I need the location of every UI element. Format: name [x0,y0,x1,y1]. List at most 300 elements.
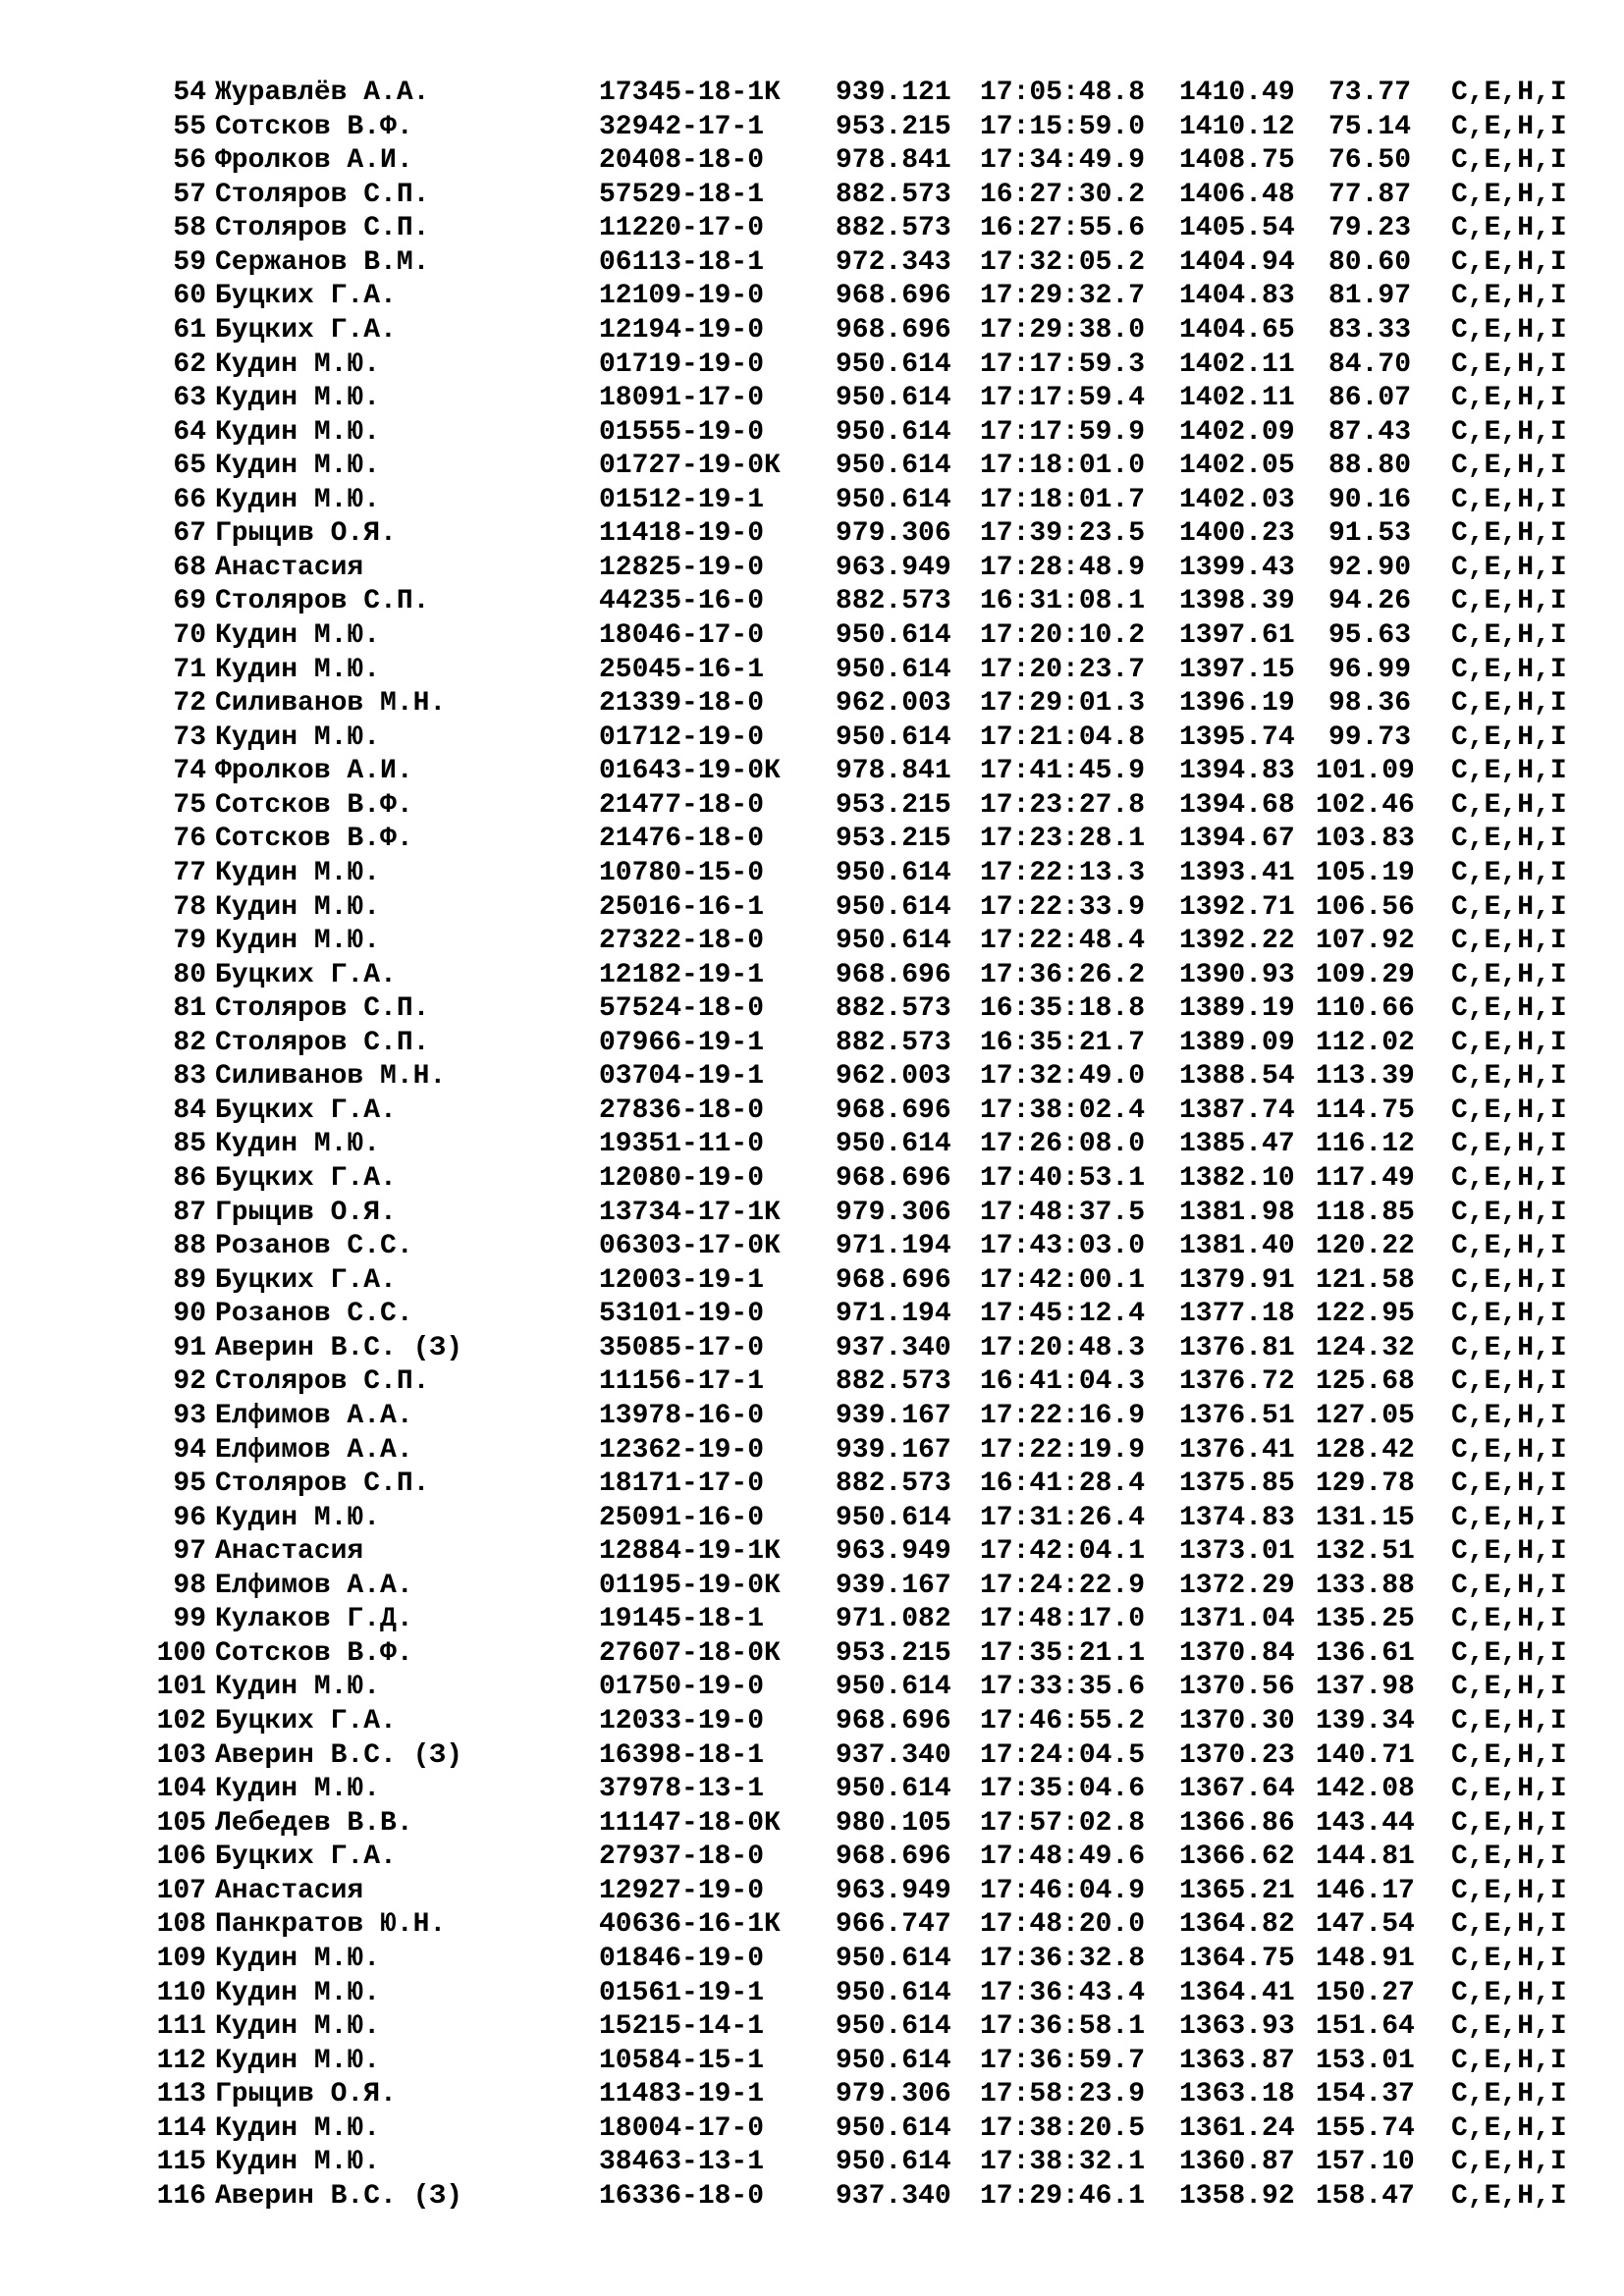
speed-value: 1365.21 [1179,1875,1295,1906]
participant-name: Буцких Г.А. [215,1095,397,1126]
category-codes: C,E,H,I [1451,1332,1567,1363]
ring-number: 18091-17-0 [599,383,765,414]
distance-value: 950.614 [836,654,951,685]
place-number: 96 [173,1502,206,1533]
ring-number: 12194-19-0 [599,314,765,346]
category-codes: C,E,H,I [1451,2045,1567,2076]
distance-value: 950.614 [836,1672,951,1703]
ring-number: 37978-13-1 [599,1774,765,1805]
distance-value: 950.614 [836,383,951,414]
speed-value: 1392.71 [1179,891,1295,923]
place-number: 89 [173,1264,206,1296]
category-codes: C,E,H,I [1451,620,1567,651]
place-number: 112 [156,2045,206,2076]
arrival-time: 17:36:26.2 [980,959,1146,990]
category-codes: C,E,H,I [1451,1570,1567,1601]
distance-value: 950.614 [836,1129,951,1160]
arrival-time: 17:20:23.7 [980,654,1146,685]
place-number: 60 [173,281,206,312]
ring-number: 01643-19-0К [599,756,781,787]
points-value: 77.87 [1327,179,1411,210]
place-number: 115 [156,2147,206,2178]
place-number: 88 [173,1231,206,1262]
speed-value: 1390.93 [1179,959,1295,990]
points-value: 118.85 [1316,1197,1415,1228]
category-codes: C,E,H,I [1451,1231,1567,1262]
place-number: 102 [156,1706,206,1736]
ring-number: 40636-16-1К [599,1909,781,1941]
participant-name: Буцких Г.А. [215,1264,397,1296]
place-number: 105 [156,1807,206,1839]
speed-value: 1367.64 [1179,1774,1295,1805]
ring-number: 01195-19-0К [599,1570,781,1601]
participant-name: Кудин М.Ю. [215,348,381,380]
distance-value: 962.003 [836,688,951,720]
arrival-time: 17:32:05.2 [980,246,1146,278]
distance-value: 963.949 [836,1536,951,1568]
place-number: 62 [173,348,206,380]
arrival-time: 17:15:59.0 [980,111,1146,142]
distance-value: 950.614 [836,2045,951,2076]
points-value: 73.77 [1327,78,1411,108]
ring-number: 21476-18-0 [599,824,765,855]
points-value: 99.73 [1327,721,1411,753]
participant-name: Кудин М.Ю. [215,484,381,515]
category-codes: C,E,H,I [1451,145,1567,177]
distance-value: 950.614 [836,484,951,515]
points-value: 96.99 [1327,654,1411,685]
ring-number: 27937-18-0 [599,1842,765,1873]
distance-value: 950.614 [836,2147,951,2178]
participant-name: Елфимов А.А. [215,1570,413,1601]
place-number: 87 [173,1197,206,1228]
ring-number: 07966-19-1 [599,1027,765,1058]
category-codes: C,E,H,I [1451,1129,1567,1160]
speed-value: 1408.75 [1179,145,1295,177]
participant-name: Столяров С.П. [215,1366,430,1398]
participant-name: Фролков А.И. [215,145,413,177]
place-number: 91 [173,1332,206,1363]
place-number: 64 [173,416,206,448]
participant-name: Аверин В.С. (З) [215,2180,463,2212]
distance-value: 939.167 [836,1570,951,1601]
distance-value: 950.614 [836,451,951,482]
arrival-time: 17:35:21.1 [980,1637,1146,1669]
category-codes: C,E,H,I [1451,1366,1567,1398]
category-codes: C,E,H,I [1451,1842,1567,1873]
speed-value: 1376.41 [1179,1434,1295,1466]
participant-name: Кудин М.Ю. [215,891,381,923]
place-number: 107 [156,1875,206,1906]
category-codes: C,E,H,I [1451,1027,1567,1058]
participant-name: Кудин М.Ю. [215,1129,381,1160]
speed-value: 1400.23 [1179,518,1295,550]
participant-name: Кудин М.Ю. [215,1943,381,1974]
speed-value: 1395.74 [1179,721,1295,753]
participant-name: Кудин М.Ю. [215,721,381,753]
participant-name: Столяров С.П. [215,586,430,617]
category-codes: C,E,H,I [1451,857,1567,888]
ring-number: 18171-17-0 [599,1468,765,1500]
ring-number: 27836-18-0 [599,1095,765,1126]
participant-name: Кудин М.Ю. [215,2147,381,2178]
distance-value: 979.306 [836,2079,951,2110]
participant-name: Кудин М.Ю. [215,2045,381,2076]
speed-value: 1388.54 [1179,1061,1295,1093]
place-number: 106 [156,1842,206,1873]
points-value: 132.51 [1316,1536,1415,1568]
participant-name: Кудин М.Ю. [215,416,381,448]
distance-value: 939.121 [836,78,951,108]
distance-value: 963.949 [836,552,951,583]
place-number: 114 [156,2112,206,2144]
place-number: 85 [173,1129,206,1160]
place-number: 82 [173,1027,206,1058]
speed-value: 1394.67 [1179,824,1295,855]
ring-number: 38463-13-1 [599,2147,765,2178]
place-number: 56 [173,145,206,177]
points-value: 101.09 [1316,756,1415,787]
speed-value: 1381.98 [1179,1197,1295,1228]
distance-value: 968.696 [836,959,951,990]
points-value: 106.56 [1316,891,1415,923]
distance-value: 953.215 [836,111,951,142]
arrival-time: 17:22:33.9 [980,891,1146,923]
distance-value: 968.696 [836,1095,951,1126]
ring-number: 27322-18-0 [599,926,765,957]
distance-value: 882.573 [836,1366,951,1398]
participant-name: Анастасия [215,552,364,583]
points-value: 94.26 [1327,586,1411,617]
points-value: 143.44 [1316,1807,1415,1839]
category-codes: C,E,H,I [1451,2112,1567,2144]
ring-number: 01750-19-0 [599,1672,765,1703]
points-value: 92.90 [1327,552,1411,583]
participant-name: Лебедев В.В. [215,1807,413,1839]
place-number: 73 [173,721,206,753]
place-number: 104 [156,1774,206,1805]
category-codes: C,E,H,I [1451,1604,1567,1635]
place-number: 93 [173,1400,206,1431]
place-number: 57 [173,179,206,210]
speed-value: 1364.75 [1179,1943,1295,1974]
points-value: 129.78 [1316,1468,1415,1500]
place-number: 83 [173,1061,206,1093]
place-number: 92 [173,1366,206,1398]
distance-value: 971.194 [836,1231,951,1262]
category-codes: C,E,H,I [1451,484,1567,515]
participant-name: Анастасия [215,1875,364,1906]
arrival-time: 17:48:20.0 [980,1909,1146,1941]
arrival-time: 17:38:32.1 [980,2147,1146,2178]
distance-value: 950.614 [836,348,951,380]
arrival-time: 17:46:04.9 [980,1875,1146,1906]
participant-name: Елфимов А.А. [215,1400,413,1431]
category-codes: C,E,H,I [1451,348,1567,380]
speed-value: 1376.72 [1179,1366,1295,1398]
speed-value: 1370.23 [1179,1739,1295,1771]
category-codes: C,E,H,I [1451,281,1567,312]
arrival-time: 17:22:13.3 [980,857,1146,888]
ring-number: 01727-19-0К [599,451,781,482]
category-codes: C,E,H,I [1451,1468,1567,1500]
ring-number: 25016-16-1 [599,891,765,923]
distance-value: 882.573 [836,179,951,210]
participant-name: Кудин М.Ю. [215,1502,381,1533]
place-number: 109 [156,1943,206,1974]
speed-value: 1402.05 [1179,451,1295,482]
ring-number: 12003-19-1 [599,1264,765,1296]
participant-name: Кудин М.Ю. [215,1774,381,1805]
distance-value: 950.614 [836,2112,951,2144]
place-number: 101 [156,1672,206,1703]
points-value: 105.19 [1316,857,1415,888]
distance-value: 882.573 [836,993,951,1025]
arrival-time: 17:17:59.9 [980,416,1146,448]
distance-value: 950.614 [836,926,951,957]
speed-value: 1402.09 [1179,416,1295,448]
speed-value: 1397.15 [1179,654,1295,685]
arrival-time: 17:39:23.5 [980,518,1146,550]
arrival-time: 17:42:00.1 [980,1264,1146,1296]
participant-name: Столяров С.П. [215,1468,430,1500]
place-number: 63 [173,383,206,414]
points-value: 116.12 [1316,1129,1415,1160]
distance-value: 979.306 [836,518,951,550]
distance-value: 939.167 [836,1434,951,1466]
arrival-time: 17:33:35.6 [980,1672,1146,1703]
arrival-time: 16:41:28.4 [980,1468,1146,1500]
ring-number: 12825-19-0 [599,552,765,583]
place-number: 79 [173,926,206,957]
points-value: 148.91 [1316,1943,1415,1974]
category-codes: C,E,H,I [1451,2079,1567,2110]
place-number: 94 [173,1434,206,1466]
ring-number: 18004-17-0 [599,2112,765,2144]
participant-name: Грыцив О.Я. [215,1197,397,1228]
distance-value: 980.105 [836,1807,951,1839]
category-codes: C,E,H,I [1451,1977,1567,2008]
place-number: 98 [173,1570,206,1601]
arrival-time: 17:42:04.1 [980,1536,1146,1568]
distance-value: 882.573 [836,213,951,244]
category-codes: C,E,H,I [1451,1536,1567,1568]
participant-name: Кудин М.Ю. [215,2112,381,2144]
arrival-time: 17:48:17.0 [980,1604,1146,1635]
place-number: 77 [173,857,206,888]
participant-name: Сержанов В.М. [215,246,430,278]
points-value: 120.22 [1316,1231,1415,1262]
distance-value: 950.614 [836,1502,951,1533]
arrival-time: 17:29:32.7 [980,281,1146,312]
distance-value: 950.614 [836,416,951,448]
category-codes: C,E,H,I [1451,824,1567,855]
speed-value: 1366.86 [1179,1807,1295,1839]
speed-value: 1373.01 [1179,1536,1295,1568]
distance-value: 962.003 [836,1061,951,1093]
category-codes: C,E,H,I [1451,756,1567,787]
speed-value: 1363.93 [1179,2011,1295,2043]
points-value: 86.07 [1327,383,1411,414]
category-codes: C,E,H,I [1451,586,1567,617]
arrival-time: 17:36:58.1 [980,2011,1146,2043]
points-value: 75.14 [1327,111,1411,142]
points-value: 112.02 [1316,1027,1415,1058]
arrival-time: 17:29:38.0 [980,314,1146,346]
ring-number: 18046-17-0 [599,620,765,651]
ring-number: 11220-17-0 [599,213,765,244]
speed-value: 1374.83 [1179,1502,1295,1533]
arrival-time: 17:05:48.8 [980,78,1146,108]
arrival-time: 17:23:28.1 [980,824,1146,855]
ring-number: 12109-19-0 [599,281,765,312]
participant-name: Аверин В.С. (З) [215,1332,463,1363]
category-codes: C,E,H,I [1451,213,1567,244]
distance-value: 979.306 [836,1197,951,1228]
points-value: 88.80 [1327,451,1411,482]
place-number: 54 [173,78,206,108]
ring-number: 25045-16-1 [599,654,765,685]
ring-number: 21339-18-0 [599,688,765,720]
speed-value: 1364.82 [1179,1909,1295,1941]
participant-name: Кудин М.Ю. [215,857,381,888]
arrival-time: 17:21:04.8 [980,721,1146,753]
points-value: 135.25 [1316,1604,1415,1635]
arrival-time: 17:18:01.7 [980,484,1146,515]
ring-number: 01555-19-0 [599,416,765,448]
speed-value: 1376.51 [1179,1400,1295,1431]
ring-number: 17345-18-1К [599,78,781,108]
arrival-time: 17:22:48.4 [980,926,1146,957]
arrival-time: 17:23:27.8 [980,789,1146,821]
arrival-time: 17:36:43.4 [980,1977,1146,2008]
distance-value: 963.949 [836,1875,951,1906]
ring-number: 32942-17-1 [599,111,765,142]
arrival-time: 17:36:59.7 [980,2045,1146,2076]
speed-value: 1363.18 [1179,2079,1295,2110]
points-value: 133.88 [1316,1570,1415,1601]
points-value: 114.75 [1316,1095,1415,1126]
distance-value: 971.194 [836,1299,951,1330]
speed-value: 1402.11 [1179,383,1295,414]
place-number: 71 [173,654,206,685]
category-codes: C,E,H,I [1451,1434,1567,1466]
arrival-time: 17:22:16.9 [980,1400,1146,1431]
ring-number: 06303-17-0К [599,1231,781,1262]
arrival-time: 17:58:23.9 [980,2079,1146,2110]
points-value: 157.10 [1316,2147,1415,2178]
participant-name: Розанов С.С. [215,1231,413,1262]
ring-number: 12362-19-0 [599,1434,765,1466]
speed-value: 1405.54 [1179,213,1295,244]
ring-number: 01512-19-1 [599,484,765,515]
speed-value: 1406.48 [1179,179,1295,210]
points-value: 109.29 [1316,959,1415,990]
points-value: 87.43 [1327,416,1411,448]
points-value: 144.81 [1316,1842,1415,1873]
participant-name: Буцких Г.А. [215,959,397,990]
distance-value: 950.614 [836,857,951,888]
category-codes: C,E,H,I [1451,1706,1567,1736]
ring-number: 19145-18-1 [599,1604,765,1635]
speed-value: 1370.30 [1179,1706,1295,1736]
speed-value: 1397.61 [1179,620,1295,651]
place-number: 66 [173,484,206,515]
category-codes: C,E,H,I [1451,1637,1567,1669]
participant-name: Журавлёв А.А. [215,78,430,108]
ring-number: 10780-15-0 [599,857,765,888]
speed-value: 1410.49 [1179,78,1295,108]
participant-name: Кудин М.Ю. [215,1977,381,2008]
place-number: 70 [173,620,206,651]
distance-value: 953.215 [836,789,951,821]
arrival-time: 17:36:32.8 [980,1943,1146,1974]
points-value: 122.95 [1316,1299,1415,1330]
participant-name: Кулаков Г.Д. [215,1604,413,1635]
participant-name: Сотсков В.Ф. [215,789,413,821]
arrival-time: 17:18:01.0 [980,451,1146,482]
place-number: 55 [173,111,206,142]
points-value: 107.92 [1316,926,1415,957]
arrival-time: 16:41:04.3 [980,1366,1146,1398]
ring-number: 21477-18-0 [599,789,765,821]
ring-number: 10584-15-1 [599,2045,765,2076]
distance-value: 968.696 [836,1842,951,1873]
category-codes: C,E,H,I [1451,2147,1567,2178]
category-codes: C,E,H,I [1451,451,1567,482]
category-codes: C,E,H,I [1451,179,1567,210]
place-number: 80 [173,959,206,990]
points-value: 146.17 [1316,1875,1415,1906]
ring-number: 11483-19-1 [599,2079,765,2110]
category-codes: C,E,H,I [1451,1299,1567,1330]
participant-name: Буцких Г.А. [215,1706,397,1736]
place-number: 68 [173,552,206,583]
speed-value: 1370.84 [1179,1637,1295,1669]
speed-value: 1385.47 [1179,1129,1295,1160]
distance-value: 939.167 [836,1400,951,1431]
distance-value: 950.614 [836,2011,951,2043]
points-value: 155.74 [1316,2112,1415,2144]
arrival-time: 17:48:49.6 [980,1842,1146,1873]
arrival-time: 17:29:46.1 [980,2180,1146,2212]
participant-name: Розанов С.С. [215,1299,413,1330]
speed-value: 1387.74 [1179,1095,1295,1126]
category-codes: C,E,H,I [1451,1400,1567,1431]
speed-value: 1358.92 [1179,2180,1295,2212]
speed-value: 1410.12 [1179,111,1295,142]
category-codes: C,E,H,I [1451,789,1567,821]
participant-name: Кудин М.Ю. [215,2011,381,2043]
participant-name: Кудин М.Ю. [215,1672,381,1703]
distance-value: 968.696 [836,1163,951,1194]
speed-value: 1364.41 [1179,1977,1295,2008]
speed-value: 1399.43 [1179,552,1295,583]
participant-name: Панкратов Ю.Н. [215,1909,447,1941]
category-codes: C,E,H,I [1451,314,1567,346]
distance-value: 978.841 [836,756,951,787]
ring-number: 03704-19-1 [599,1061,765,1093]
ring-number: 57524-18-0 [599,993,765,1025]
category-codes: C,E,H,I [1451,926,1567,957]
place-number: 61 [173,314,206,346]
ring-number: 12927-19-0 [599,1875,765,1906]
distance-value: 968.696 [836,281,951,312]
speed-value: 1377.18 [1179,1299,1295,1330]
distance-value: 968.696 [836,314,951,346]
place-number: 97 [173,1536,206,1568]
participant-name: Аверин В.С. (З) [215,1739,463,1771]
